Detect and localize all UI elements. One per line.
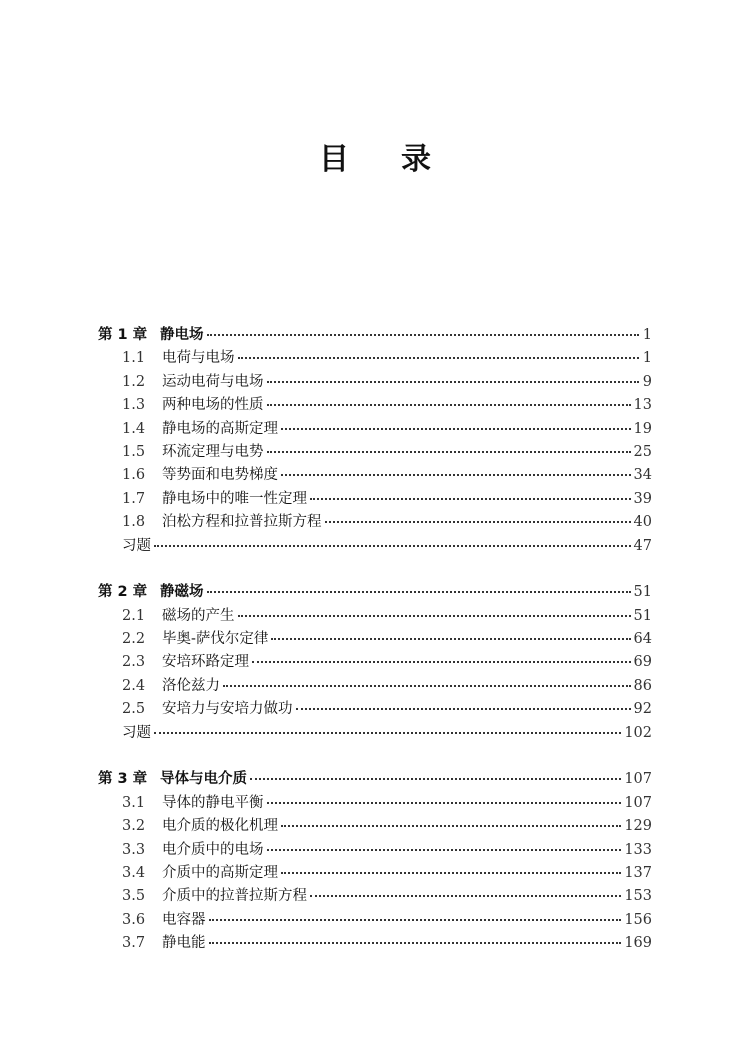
toc-entry-number: 3.6 <box>122 911 146 928</box>
dot-leader <box>238 347 640 359</box>
page-title <box>0 140 750 180</box>
toc-page-number: 137 <box>624 864 652 881</box>
dot-leader <box>281 418 631 430</box>
toc-spacer <box>98 745 652 768</box>
dot-leader <box>207 324 640 336</box>
toc-entry-title: 泊松方程和拉普拉斯方程 <box>162 514 322 531</box>
toc-entry-title: 安培环路定理 <box>162 654 249 671</box>
toc-entry-number: 2.2 <box>122 631 146 648</box>
toc-page-number: 102 <box>624 724 652 741</box>
toc-entry-number: 1.1 <box>122 350 146 367</box>
toc-entry-number: 1.2 <box>122 373 146 390</box>
dot-leader <box>207 581 631 593</box>
dot-leader <box>267 371 640 383</box>
toc-page-number: 133 <box>624 841 652 858</box>
toc-section-row[interactable] <box>98 628 652 651</box>
toc-entry-number: 2.1 <box>122 607 146 624</box>
toc-entry-title: 静磁场 <box>160 584 204 601</box>
dot-leader <box>310 488 631 500</box>
title-char-1: 目 <box>319 142 349 177</box>
toc-page-number: 25 <box>633 443 652 460</box>
toc-section-row[interactable] <box>98 651 652 674</box>
toc-entry-title: 等势面和电势梯度 <box>162 467 278 484</box>
toc-entry-number: 1.5 <box>122 443 146 460</box>
toc-entry-title: 静电场 <box>160 327 204 343</box>
toc-entry-title: 洛伦兹力 <box>162 677 220 694</box>
toc-page-number: 69 <box>633 654 652 671</box>
dot-leader <box>252 651 631 663</box>
dot-leader <box>267 394 631 406</box>
toc-entry-title: 静电场的高斯定理 <box>162 420 278 437</box>
toc-page-number: 40 <box>633 514 652 531</box>
toc-entry-number: 1.8 <box>122 514 146 531</box>
toc-entry-title: 导体的静电平衡 <box>162 794 264 811</box>
toc-entry-title: 两种电场的性质 <box>162 397 264 414</box>
toc-entry-title: 静电能 <box>162 935 206 952</box>
toc-entry-title: 电容器 <box>162 911 206 928</box>
dot-leader <box>209 909 622 921</box>
toc-chapter-row[interactable] <box>98 581 652 604</box>
toc-page-number: 107 <box>624 771 652 788</box>
dot-leader <box>209 932 622 944</box>
toc-section-row[interactable] <box>98 394 652 417</box>
toc-entry-title: 习题 <box>122 537 151 554</box>
toc-page-number: 86 <box>633 677 652 694</box>
toc-section-row[interactable] <box>98 932 652 955</box>
toc-entry-title: 安培力与安培力做功 <box>162 701 293 718</box>
toc-page-number: 1 <box>642 327 652 343</box>
toc-section-row[interactable] <box>98 862 652 885</box>
toc-entry-title: 环流定理与电势 <box>162 443 264 460</box>
toc-entry-number: 3.7 <box>122 935 146 952</box>
toc-page-number: 169 <box>624 935 652 952</box>
toc-entry-number: 3.5 <box>122 888 146 905</box>
toc-section-row[interactable] <box>98 605 652 628</box>
toc-section-row[interactable] <box>98 418 652 441</box>
toc-exercise-row[interactable] <box>98 722 652 745</box>
toc-entry-number: 1.3 <box>122 397 146 414</box>
toc-page-number: 39 <box>633 490 652 507</box>
toc-entry-number: 3.2 <box>122 818 146 835</box>
dot-leader <box>238 605 631 617</box>
toc-entry-number: 1.6 <box>122 467 146 484</box>
dot-leader <box>281 464 631 476</box>
toc-entry-title: 毕奥-萨伐尔定律 <box>162 631 269 648</box>
toc-page-number: 92 <box>633 701 652 718</box>
toc-page-number: 64 <box>633 631 652 648</box>
dot-leader <box>310 885 621 897</box>
toc-section-row[interactable] <box>98 909 652 932</box>
toc-entry-title: 习题 <box>122 724 151 741</box>
toc-page-number: 51 <box>633 607 652 624</box>
toc-page-number: 1 <box>642 350 652 367</box>
toc-page-number: 9 <box>642 373 652 390</box>
toc-section-row[interactable] <box>98 698 652 721</box>
dot-leader <box>325 511 631 523</box>
toc-chapter-row[interactable] <box>98 768 652 791</box>
toc-entry-title: 电荷与电场 <box>162 350 235 367</box>
dot-leader <box>267 792 622 804</box>
toc-entry-number: 3.1 <box>122 794 146 811</box>
dot-leader <box>267 441 631 453</box>
toc-page-number: 47 <box>633 537 652 554</box>
dot-leader <box>223 675 631 687</box>
toc-page-number: 13 <box>633 397 652 414</box>
dot-leader <box>154 535 631 547</box>
toc-section-row[interactable] <box>98 511 652 534</box>
title-char-2: 录 <box>401 142 431 177</box>
toc-entry-number: 2.4 <box>122 677 146 694</box>
toc-entry-number: 1.7 <box>122 490 146 507</box>
toc-entry-title: 电介质中的电场 <box>162 841 264 858</box>
toc-page-number: 19 <box>633 420 652 437</box>
toc-section-row[interactable] <box>98 464 652 487</box>
toc-entry-title: 运动电荷与电场 <box>162 373 264 390</box>
toc-entry-number: 1.4 <box>122 420 146 437</box>
toc-section-row[interactable] <box>98 839 652 862</box>
dot-leader <box>281 862 621 874</box>
dot-leader <box>250 768 621 780</box>
toc-entry-title: 静电场中的唯一性定理 <box>162 490 307 507</box>
toc-entry-number: 第 1 章 <box>98 327 148 343</box>
toc-page-number: 51 <box>633 584 652 601</box>
toc-section-row[interactable] <box>98 792 652 815</box>
toc-entry-number: 3.4 <box>122 864 146 881</box>
toc-exercise-row[interactable] <box>98 535 652 558</box>
toc-spacer <box>98 558 652 581</box>
dot-leader <box>271 628 630 640</box>
table-of-contents <box>98 324 652 956</box>
toc-entry-title: 导体与电介质 <box>160 771 247 788</box>
toc-entry-number: 第 3 章 <box>98 771 148 788</box>
toc-entry-title: 电介质的极化机理 <box>162 818 278 835</box>
toc-section-row[interactable] <box>98 885 652 908</box>
toc-entry-number: 2.5 <box>122 701 146 718</box>
toc-entry-title: 介质中的拉普拉斯方程 <box>162 888 307 905</box>
dot-leader <box>267 839 622 851</box>
toc-section-row[interactable] <box>98 488 652 511</box>
toc-page-number: 129 <box>624 818 652 835</box>
toc-section-row[interactable] <box>98 441 652 464</box>
dot-leader <box>154 722 621 734</box>
toc-section-row[interactable] <box>98 675 652 698</box>
toc-section-row[interactable] <box>98 815 652 838</box>
toc-entry-title: 磁场的产生 <box>162 607 235 624</box>
toc-page-number: 153 <box>624 888 652 905</box>
toc-entry-number: 2.3 <box>122 654 146 671</box>
dot-leader <box>281 815 621 827</box>
toc-entry-number: 3.3 <box>122 841 146 858</box>
toc-section-row[interactable] <box>98 347 652 370</box>
toc-page-number: 107 <box>624 794 652 811</box>
toc-page-number: 34 <box>633 467 652 484</box>
dot-leader <box>296 698 631 710</box>
toc-section-row[interactable] <box>98 371 652 394</box>
toc-page-number: 156 <box>624 911 652 928</box>
toc-entry-number: 第 2 章 <box>98 584 148 601</box>
toc-chapter-row[interactable] <box>98 324 652 347</box>
toc-entry-title: 介质中的高斯定理 <box>162 864 278 881</box>
